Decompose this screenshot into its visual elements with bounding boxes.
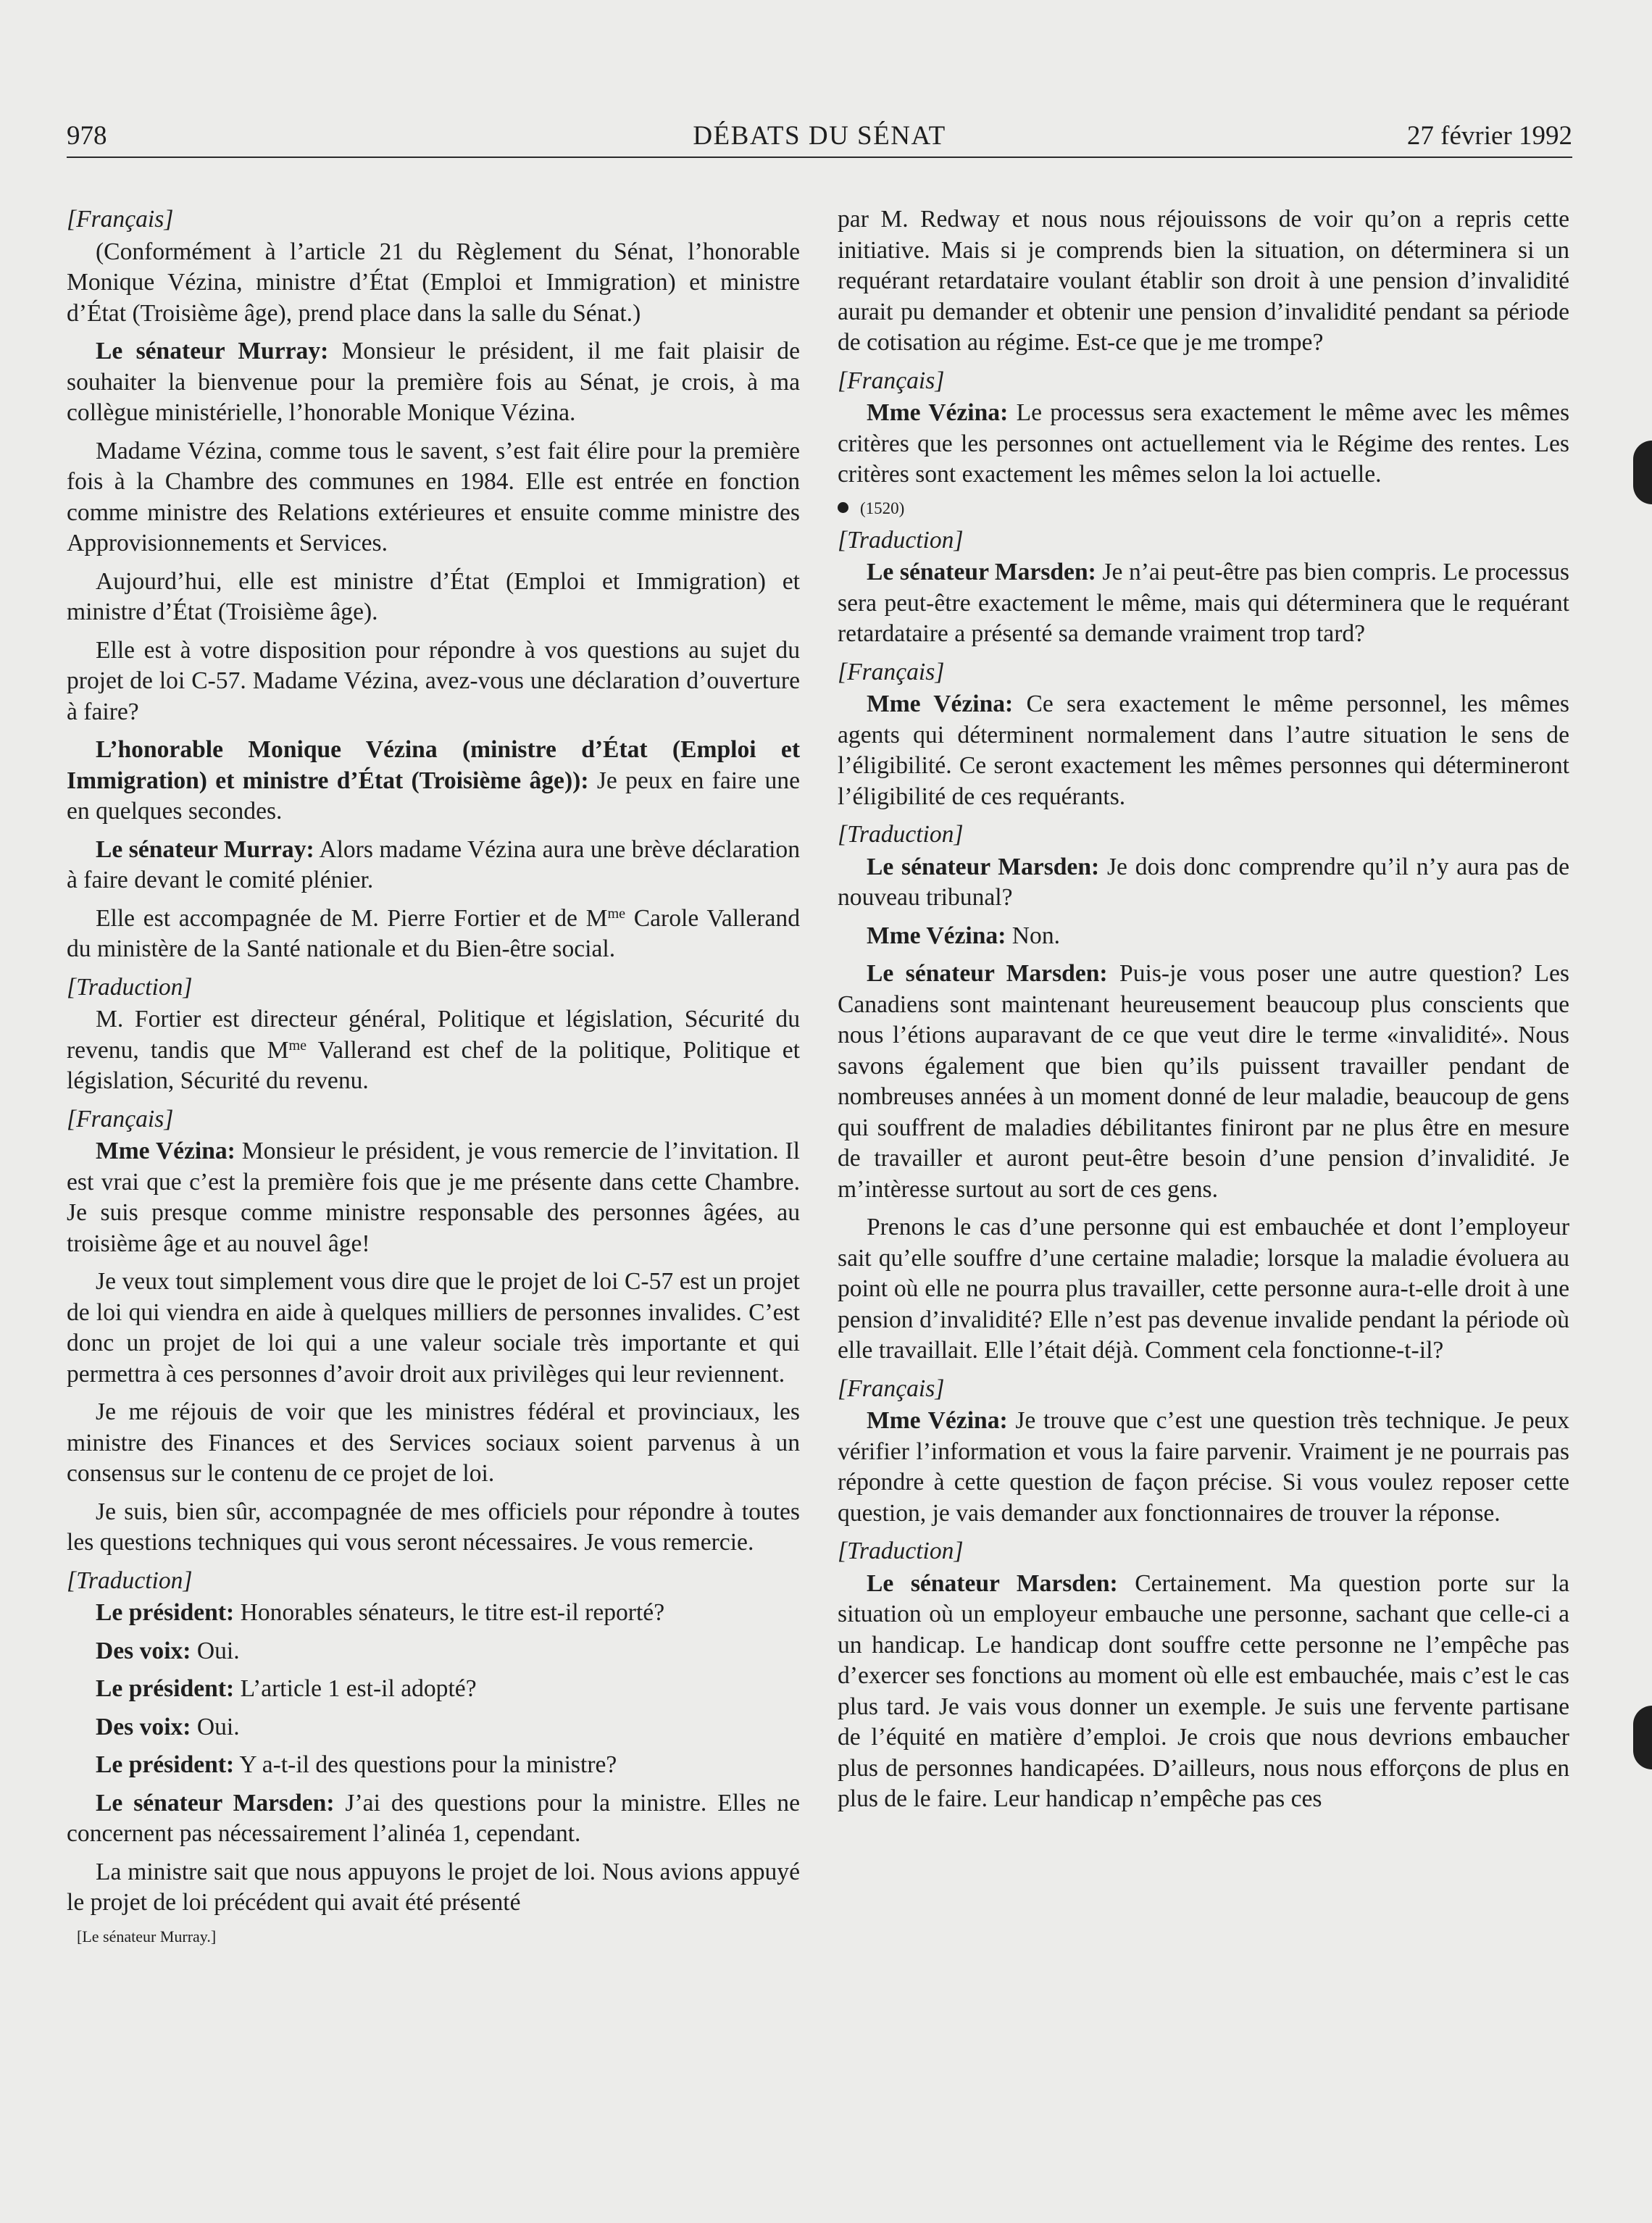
speaker-name: Le sénateur Marsden:	[867, 1569, 1118, 1597]
speaker-name: Mme Vézina:	[867, 922, 1006, 949]
left-column	[67, 204, 800, 1955]
time-marker: (1520)	[838, 498, 1569, 520]
publication-title: DÉBATS DU SÉNAT	[693, 121, 946, 151]
publication-date: 27 février 1992	[1406, 121, 1572, 151]
running-header	[67, 116, 1572, 158]
paragraph: Le sénateur Marsden: Certainement. Ma question porte sur la situation où un employeur embauche une personne, sachant que celle-ci a un handicap. Le handicap dont souffre cette personne ne l’empêche pas d’exercer ses fonctions au moment où elle est embauchée, mais c’est le cas plus tard. Je vais vous donner un exemple. Je suis une fervente partisane de l’équité en matière d’emploi. Je crois que nous devrions embaucher plus de personnes handicapées. D’ailleurs, nous nous efforçons de plus en plus de le faire. Leur handicap n’empêche pas ces	[838, 1569, 1570, 1812]
paragraph: Mme Vézina: Non.	[867, 922, 1061, 949]
paragraph: Le sénateur Marsden: Je dois donc comprendre qu’il n’y aura pas de nouveau tribunal?	[838, 853, 1569, 911]
language-tag: [Traduction]	[838, 821, 964, 848]
page-number: 978	[67, 121, 107, 151]
paragraph: Des voix: Oui.	[96, 1713, 240, 1740]
speaker-name: Mme Vézina:	[96, 1138, 235, 1164]
paragraph: Le sénateur Murray: Alors madame Vézina aura une brève déclaration à faire devant le comité plénier.	[67, 835, 800, 893]
paragraph: Je veux tout simplement vous dire que le projet de loi C-57 est un projet de loi qui viendra en aide à quelques milliers de personnes invalides. C’est donc un projet de loi qui a une valeur sociale très importante et qui permettra à ces personnes d’avoir droit aux privilèges qui leur reviennent.	[67, 1268, 800, 1388]
paragraph: Elle est à votre disposition pour répondre à vos questions au sujet du projet de loi C-57. Madame Vézina, avez-vous une déclaration d’ouverture à faire?	[67, 636, 800, 725]
speaker-name: Le président:	[96, 1675, 235, 1702]
paragraph: Mme Vézina: Monsieur le président, je vous remercie de l’invitation. Il est vrai que c’est la première fois que je me présente dans cette Chambre. Je suis presque comme ministre responsable des personnes âgées, au troisième âge et au nouvel âge!	[67, 1138, 800, 1257]
paragraph: Le sénateur Murray: Monsieur le président, il me fait plaisir de souhaiter la bienvenue pour la première fois au Sénat, je crois, à ma collègue ministérielle, l’honorable Monique Vézina.	[67, 338, 800, 426]
paragraph: Madame Vézina, comme tous le savent, s’est fait élire pour la première fois à la Chambre des communes en 1984. Elle est entrée en fonction comme ministre des Relations extérieures et ensuite comme ministre des Approvisionnements et Services.	[67, 437, 800, 556]
page-edge-tab-mark	[1633, 441, 1652, 504]
paragraph: Mme Vézina: Le processus sera exactement le même avec les mêmes critères que les personnes ont actuellement via le Régime des rentes. Les critères sont exactement les mêmes selon la loi actuelle.	[838, 399, 1570, 488]
paragraph: Elle est accompagnée de M. Pierre Fortier et de $M^{me}$ Carole Vallerand du ministère de la Santé nationale et du Bien-être social.	[67, 904, 800, 962]
speaker-name: Le sénateur Murray:	[96, 338, 329, 364]
speaker-name: Le sénateur Marsden:	[867, 853, 1100, 880]
paragraph: Mme Vézina: Je trouve que c’est une question très technique. Je peux vérifier l’information et vous la faire parvenir. Vraiment je ne pourrais pas répondre à cette question de façon précise. Si vous voulez reposer cette question, je vais demander aux fonctionnaires de trouver la réponse.	[838, 1407, 1569, 1527]
language-tag: [Français]	[838, 367, 945, 394]
paragraph: Le président: Y a-t-il des questions pour la ministre?	[96, 1751, 617, 1778]
language-tag: [Français]	[67, 1105, 174, 1133]
speaker-name: Le sénateur Marsden:	[867, 960, 1108, 987]
paragraph: Le président: Honorables sénateurs, le titre est-il reporté?	[96, 1599, 665, 1626]
column-footer-note: [Le sénateur Murray.]	[77, 1927, 217, 1945]
speaker-name: Le président:	[96, 1751, 235, 1778]
paragraph: Le sénateur Marsden: Je n’ai peut-être pas bien compris. Le processus sera peut-être exactement le même, mais qui déterminera que le requérant retardataire a présenté sa demande vraiment trop tard?	[838, 559, 1569, 647]
language-tag: [Français]	[838, 1375, 945, 1402]
speaker-name: Mme Vézina:	[867, 399, 1009, 426]
paragraph: Le président: L’article 1 est-il adopté?	[96, 1675, 477, 1702]
stage-direction: (Conformément à l’article 21 du Règlement du Sénat, l’honorable Monique Vézina, ministre d’État (Emploi et Immigration) et ministre d’État (Troisième âge), prend place dans la salle du Sénat.)	[67, 238, 800, 327]
paragraph: M. Fortier est directeur général, Politique et législation, Sécurité du revenu, tandis que $M^{me}$ Vallerand est chef de la politique, Politique et législation, Sécurité du revenu.	[67, 1006, 800, 1094]
paragraph: Prenons le cas d’une personne qui est embauchée et dont l’employeur sait qu’elle souffre d’une certaine maladie; lorsque la maladie évoluera au point où elle ne pourra plus travailler, cette personne aura-t-elle droit à une pension d’invalidité? Elle n’est pas devenue invalide pendant la période où elle travaillait. Elle l’était déjà. Comment cela fonctionne-t-il?	[838, 1214, 1569, 1364]
paragraph: Le sénateur Marsden: J’ai des questions pour la ministre. Elles ne concernent pas nécessairement l’alinéa 1, cependant.	[67, 1789, 800, 1847]
language-tag: [Traduction]	[67, 973, 193, 1001]
paragraph: Je me réjouis de voir que les ministres fédéral et provinciaux, les ministre des Finances et des Services sociaux soient parvenus à un consensus sur le contenu de ce projet de loi.	[67, 1398, 800, 1487]
language-tag: [Traduction]	[67, 1567, 193, 1594]
paragraph: L’honorable Monique Vézina (ministre d’État (Emploi et Immigration) et ministre d’État (Troisième âge)): Je peux en faire une en quelques secondes.	[67, 736, 800, 825]
language-tag: [Français]	[67, 206, 174, 233]
speaker-name: Mme Vézina:	[867, 691, 1014, 717]
paragraph: Le sénateur Marsden: Puis-je vous poser une autre question? Les Canadiens sont maintenant heureusement beaucoup plus conscients que nous l’étions auparavant de ce que veut dire le terme «invalidité». Nous savons également que bien qu’ils puissent travailler pendant de nombreuses années à un moment donné de leur maladie, beaucoup de gens qui souffrent de maladies débilitantes finiront par ne plus être en mesure de travailler et auront peut-être besoin d’une pension d’invalidité. Je m’intèresse surtout au sort de ces gens.	[838, 960, 1569, 1203]
paragraph-continued: par M. Redway et nous nous réjouissons de voir qu’on a repris cette initiative. Mais si je comprends bien la situation, on déterminera si un requérant retardataire voulant établir son droit à une pension d’invalidité aurait pu demander et obtenir une pension d’invalidité pendant sa période de cotisation au régime. Est-ce que je me trompe?	[838, 206, 1569, 356]
speaker-name: Le sénateur Marsden:	[96, 1789, 335, 1817]
speaker-name: Des voix:	[96, 1637, 191, 1664]
language-tag: [Traduction]	[838, 1538, 964, 1564]
speaker-name: Des voix:	[96, 1713, 191, 1740]
bullet-dot-icon	[838, 502, 848, 513]
speaker-name: Le sénateur Marsden:	[867, 559, 1096, 585]
paragraph: Mme Vézina: Ce sera exactement le même personnel, les mêmes agents qui déterminent normalement dans l’autre situation le sens de l’éligibilité. Ce seront exactement les mêmes personnes qui détermineront l’éligibilité de ces requérants.	[838, 691, 1569, 810]
right-column	[838, 204, 1569, 1822]
language-tag: [Français]	[838, 658, 945, 685]
page-edge-tab-mark	[1633, 1706, 1652, 1769]
speaker-name: L’honorable Monique Vézina (ministre d’État (Emploi et Immigration) et ministre d’État (Troisième âge)):	[67, 736, 800, 794]
paragraph: Je suis, bien sûr, accompagnée de mes officiels pour répondre à toutes les questions techniques qui vous seront nécessaires. Je vous remercie.	[67, 1498, 800, 1556]
paragraph: Des voix: Oui.	[96, 1637, 240, 1664]
speaker-name: Le sénateur Murray:	[96, 835, 314, 863]
paragraph: La ministre sait que nous appuyons le projet de loi. Nous avions appuyé le projet de loi précédent qui avait été présenté	[67, 1858, 800, 1916]
language-tag: [Traduction]	[838, 526, 964, 554]
paragraph: Aujourd’hui, elle est ministre d’État (Emploi et Immigration) et ministre d’État (Troisième âge).	[67, 567, 800, 625]
speaker-name: Le président:	[96, 1599, 235, 1626]
speaker-name: Mme Vézina:	[867, 1407, 1008, 1434]
